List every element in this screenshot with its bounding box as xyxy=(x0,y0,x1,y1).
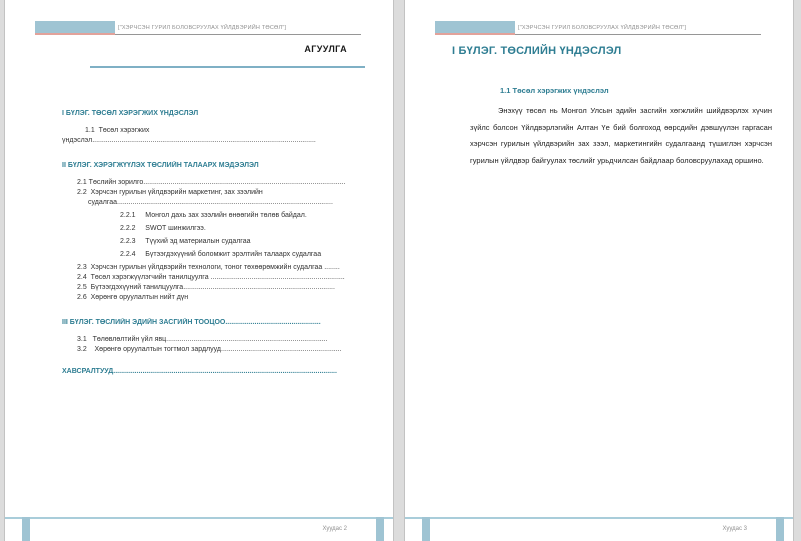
page-number: Хуудас 3 xyxy=(722,526,747,532)
footer-rule xyxy=(5,517,393,519)
toc-entry: II БҮЛЭГ. ХЭРЭГЖҮҮЛЭХ ТӨСЛИЙН ТАЛААРХ МЭДЭЭЛЭЛ xyxy=(62,162,259,169)
toc-entry: 2.2.2 SWOT шинжилгээ. xyxy=(120,225,206,232)
toc-list xyxy=(62,94,369,377)
toc-entry: 2.2.4 Бүтээгдэхүүний боломжит эрэлтийн талаарх судалгаа xyxy=(120,251,322,258)
toc-entry: 3.1 Төлөвлөлтийн үйл явц................................................................................... xyxy=(77,336,328,343)
footer-accent-bar-right xyxy=(776,517,784,541)
toc-entry: 2.3 Хэрчсэн гурилын үйлдвэрийн технологи, тоног төхөөрөмжийн судалгаа ........ xyxy=(77,264,340,271)
toc-entry: ХАВСРАЛТУУД................................................................................................................... xyxy=(62,368,337,375)
toc-entry: 2.5 Бүтээгдэхүүний танилцуулга.............................................................................. xyxy=(77,284,335,291)
toc-entry: 1.1 Төсөл хэрэгжих xyxy=(85,127,150,134)
page-chapter[interactable] xyxy=(405,0,793,541)
toc-entry: III БҮЛЭГ. ТӨСЛИЙН ЭДИЙН ЗАСГИЙН ТООЦОО................................................. xyxy=(62,319,321,326)
toc-entry: 2.1 Төслийн зорилго........................................................................................................ xyxy=(77,179,346,186)
header-doc-title: ["ХЭРЧСЭН ГУРИЛ БОЛОВСРУУЛАХ ҮЙЛДВЭРИЙН ТӨСӨЛ"] xyxy=(115,21,361,35)
footer-accent-bar-left xyxy=(422,517,430,541)
toc-entry: 3.2 Хөрөнгө оруулалтын тогтмол зардлууд.............................................................. xyxy=(77,346,342,353)
page-number: Хуудас 2 xyxy=(322,526,347,532)
chapter-heading: I БҮЛЭГ. ТӨСЛИЙН ҮНДЭСЛЭЛ xyxy=(452,45,622,57)
toc-entry: 2.6 Хөрөнгө оруулалтын нийт дүн xyxy=(77,294,189,301)
toc-entry: 2.4 Төсөл хэрэгжүүлэгчийн танилцуулга ..................................................................... xyxy=(77,274,345,281)
toc-title-rule xyxy=(90,66,365,68)
header-accent-tab xyxy=(435,21,515,35)
toc-title: АГУУЛГА xyxy=(304,44,347,54)
page-header xyxy=(435,21,761,35)
body-paragraph: Энэхүү төсөл нь Монгол Улсын эдийн засгийн хөгжлийн шийдвэрлэх хүчин зүйлс болсон Үйлдвэрлэгийн Алтан Үе бий болгоход өөрсдийн дэвшүүлэн гаргасан хэрчсэн гурилын үйлдвэрийн зах зээл, маркетингийн судалгаанд түшиглэн хэрчсэн гурилын үйлдвэр байгуулах төслийг урьдчилсан байдлаар боловсруулахад оршино. xyxy=(470,106,772,165)
page-toc[interactable] xyxy=(5,0,393,541)
page-header xyxy=(35,21,361,35)
toc-entry: үндэслэл................................................................................................................... xyxy=(62,137,316,144)
header-doc-title: ["ХЭРЧСЭН ГУРИЛ БОЛОВСРУУЛАХ ҮЙЛДВЭРИЙН ТӨСӨЛ"] xyxy=(515,21,761,35)
toc-entry: 2.2.1 Монгол дахь зах зээлийн өнөөгийн төлөв байдал. xyxy=(120,212,307,219)
footer-accent-bar-left xyxy=(22,517,30,541)
toc-entry: судалгаа............................................................................................................... xyxy=(88,199,333,206)
toc-entry: I БҮЛЭГ. ТӨСӨЛ ХЭРЭГЖИХ ҮНДЭСЛЭЛ xyxy=(62,110,199,117)
footer-rule xyxy=(405,517,793,519)
section-heading: 1.1 Төсөл хэрэгжих үндэслэл xyxy=(500,86,609,95)
toc-entry: 2.2.3 Түүхий эд материалын судалгаа xyxy=(120,238,251,245)
footer-accent-bar-right xyxy=(376,517,384,541)
header-accent-tab xyxy=(35,21,115,35)
toc-entry: 2.2 Хэрчсэн гурилын үйлдвэрийн маркетинг, зах зээлийн xyxy=(77,189,263,196)
